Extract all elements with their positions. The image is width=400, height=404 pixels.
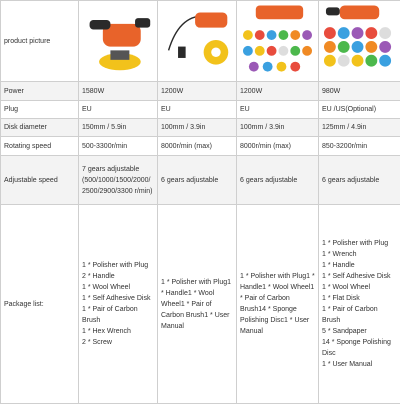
- label-package-list: Package list:: [1, 205, 79, 404]
- row-disk-diameter: [1, 119, 400, 137]
- package-item: 1 * Handle: [322, 260, 397, 271]
- package-item: 1 * Wrench: [322, 249, 397, 260]
- plug-value: EU: [158, 101, 237, 119]
- speed-value: 850-3200r/min: [319, 137, 400, 156]
- package-list-4: [319, 205, 400, 404]
- power-value: 980W: [319, 82, 400, 101]
- disk-value: 125mm / 4.9in: [319, 119, 400, 137]
- label-rotating-speed: Rotating speed: [1, 137, 79, 156]
- disk-value: 100mm / 3.9in: [158, 119, 237, 137]
- speed-value: 500-3300r/min: [79, 137, 158, 156]
- package-item: 1 * User Manual: [322, 359, 397, 370]
- package-item: 2 * Screw: [82, 337, 154, 348]
- row-plug: [1, 101, 400, 119]
- package-item: 1 * Polisher with Plug: [322, 238, 397, 249]
- adjustable-value: 6 gears adjustable: [158, 156, 237, 205]
- row-package-list: [1, 205, 400, 404]
- disk-value: 150mm / 5.9in: [79, 119, 158, 137]
- package-item: 1 * Polisher with Plug1 * Handle1 * Wool Wheel1 * Pair of Carbon Brush14 * Sponge Polishing Disc1 * User Manual: [240, 271, 315, 337]
- package-item: 5 * Sandpaper: [322, 326, 397, 337]
- power-value: 1200W: [237, 82, 319, 101]
- row-adjustable-speed: [1, 156, 400, 205]
- package-list-3: [237, 205, 319, 404]
- label-disk-diameter: Disk diameter: [1, 119, 79, 137]
- label-power: Power: [1, 82, 79, 101]
- adjustable-value: 6 gears adjustable: [319, 156, 400, 205]
- polisher-3-image: [240, 1, 315, 77]
- label-adjustable-speed: Adjustable speed: [1, 156, 79, 205]
- package-item: 1 * Self Adhesive Disk: [322, 271, 397, 282]
- label-plug: Plug: [1, 101, 79, 119]
- row-power: [1, 82, 400, 101]
- product-2-image: [158, 1, 237, 82]
- package-item: 1 * Polisher with Plug: [82, 260, 154, 271]
- plug-value: EU /US(Optional): [319, 101, 400, 119]
- power-value: 1580W: [79, 82, 158, 101]
- polisher-4-image: [322, 1, 397, 77]
- speed-value: 8000r/min (max): [158, 137, 237, 156]
- adjustable-value: 6 gears adjustable: [237, 156, 319, 205]
- product-3-image: [237, 1, 319, 82]
- package-list-1: [79, 205, 158, 404]
- package-item: 1 * Hex Wrench: [82, 326, 154, 337]
- package-item: 1 * Polisher with Plug1 * Handle1 * Wool Wheel1 * Pair of Carbon Brush1 * User Manual: [161, 277, 233, 332]
- package-item: 1 * Wool Wheel: [322, 282, 397, 293]
- package-item: 1 * Pair of Carbon Brush: [322, 304, 397, 326]
- product-4-image: [319, 1, 400, 82]
- row-product-picture: [1, 1, 400, 82]
- package-list-2: [158, 205, 237, 404]
- disk-value: 100mm / 3.9in: [237, 119, 319, 137]
- polisher-2-image: [161, 1, 233, 77]
- package-item: 1 * Flat Disk: [322, 293, 397, 304]
- plug-value: EU: [237, 101, 319, 119]
- package-item: 1 * Pair of Carbon Brush: [82, 304, 154, 326]
- package-item: 1 * Self Adhesive Disk: [82, 293, 154, 304]
- row-rotating-speed: [1, 137, 400, 156]
- package-item: 2 * Handle: [82, 271, 154, 282]
- power-value: 1200W: [158, 82, 237, 101]
- product-1-image: [79, 1, 158, 82]
- label-product-picture: product picture: [1, 1, 79, 82]
- plug-value: EU: [79, 101, 158, 119]
- adjustable-value: 7 gears adjustable (500/1000/1500/2000/ 2500/2900/3300 r/min): [79, 156, 158, 205]
- package-item: 1 * Wool Wheel: [82, 282, 154, 293]
- package-item: 14 * Sponge Polishing Disc: [322, 337, 397, 359]
- speed-value: 8000r/min (max): [237, 137, 319, 156]
- polisher-1-image: [82, 1, 154, 77]
